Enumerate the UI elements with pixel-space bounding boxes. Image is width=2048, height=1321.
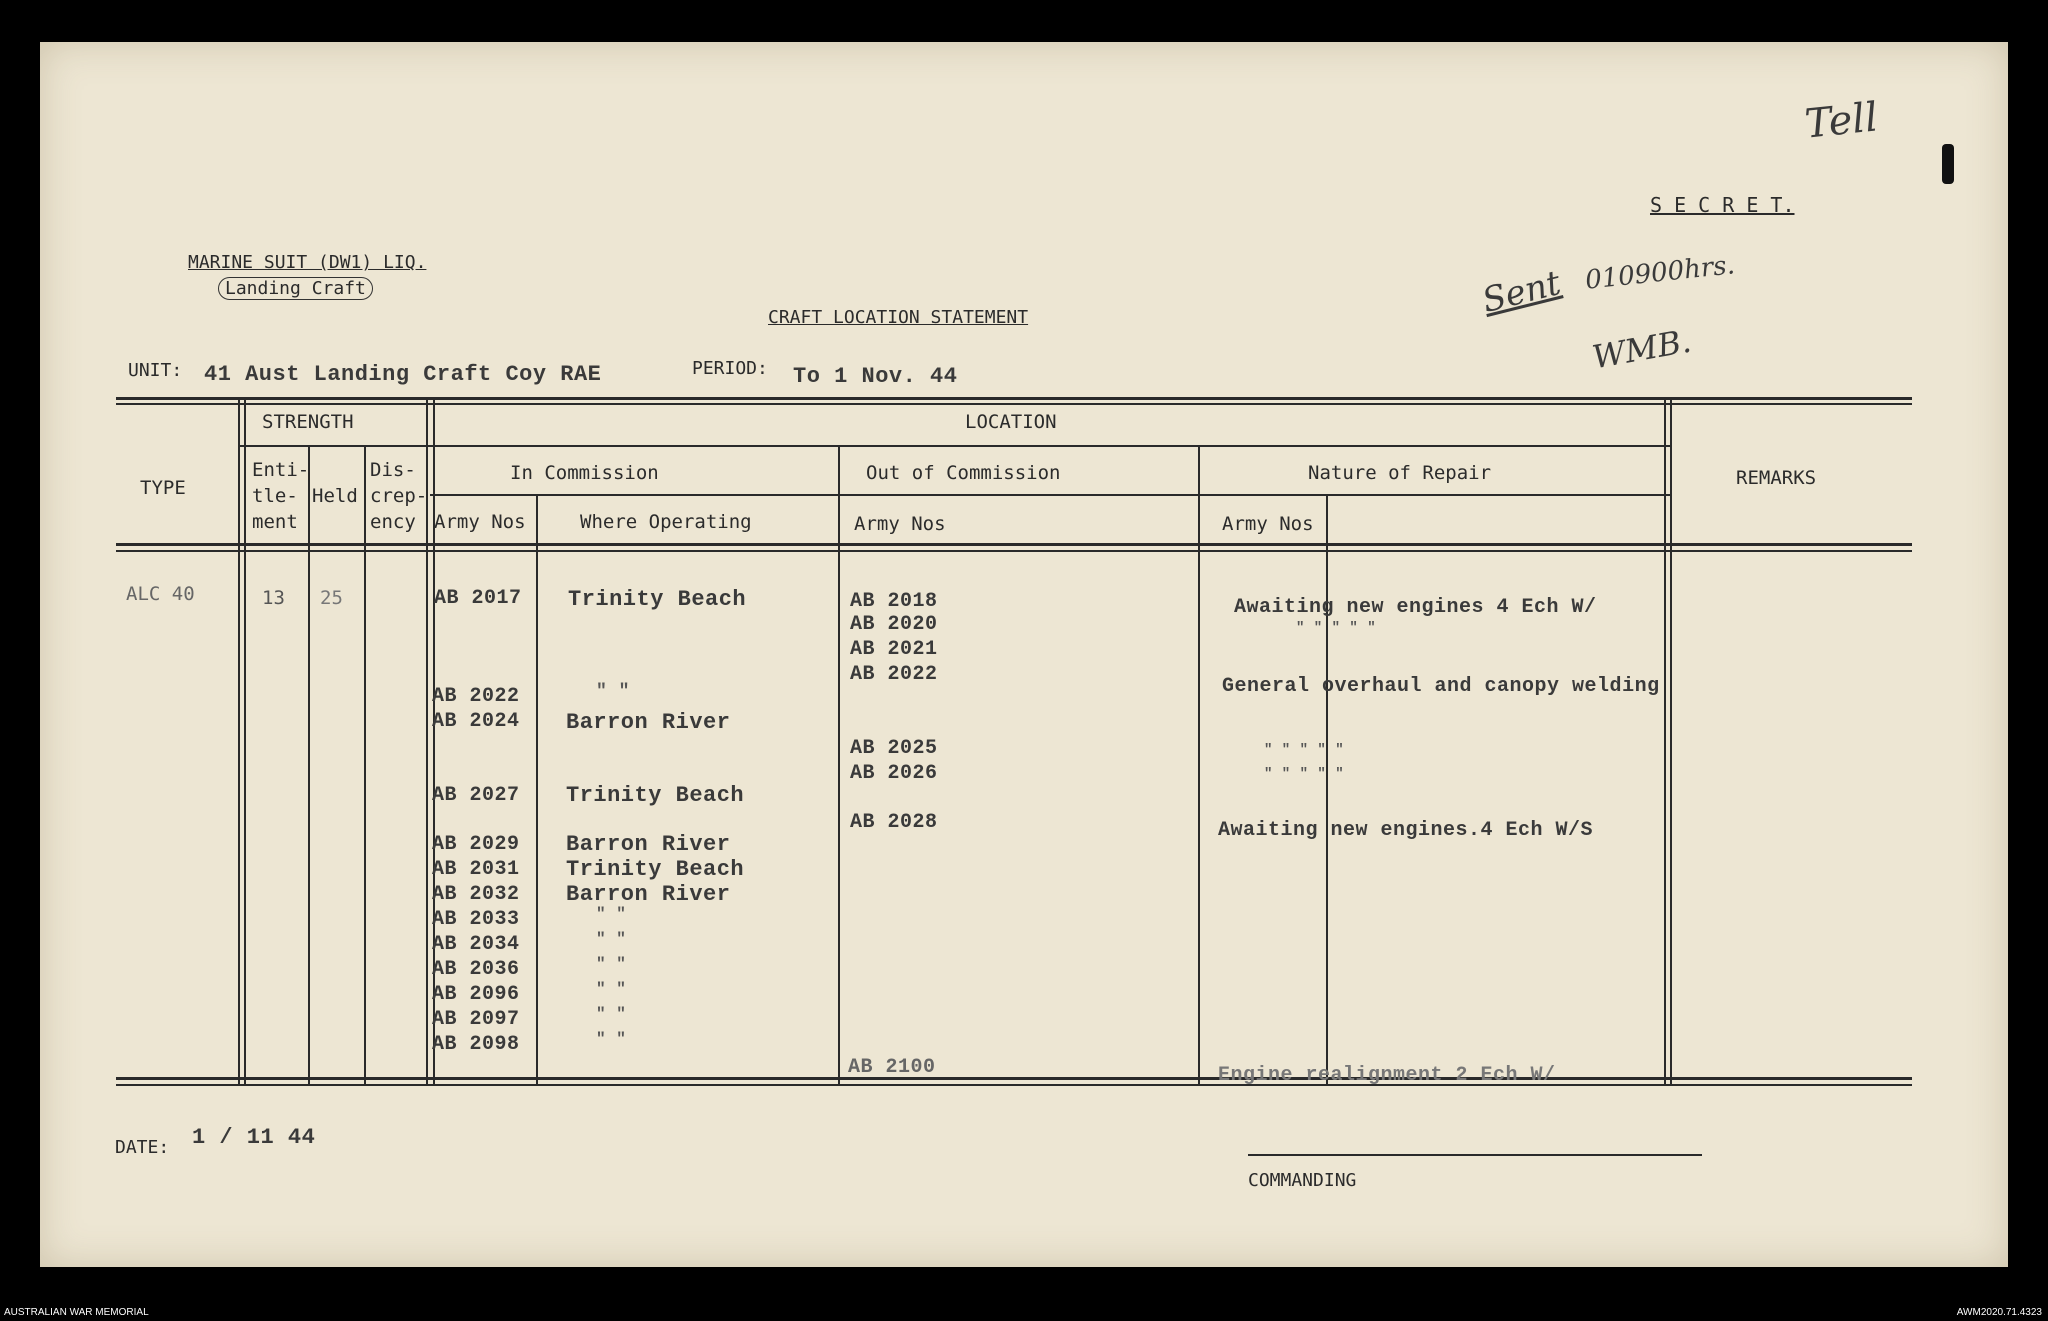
out-army-no-8: AB 2100: [848, 1056, 936, 1079]
location-remarks-divider: [1664, 400, 1666, 1084]
unit-block-line1: MARINE SUIT (DW1) LIQ.: [188, 252, 427, 273]
in-army-no-4: AB 2027: [432, 784, 520, 807]
header-held: Held: [312, 485, 358, 507]
in-army-no-7: AB 2032: [432, 883, 520, 906]
out-army-no-2: AB 2020: [850, 613, 938, 636]
handwritten-sent-word: Sent: [1478, 263, 1565, 321]
header-discrepancy-3: ency: [370, 511, 416, 533]
in-where-9: " ": [596, 930, 627, 948]
entry-entitlement: 13: [262, 587, 285, 609]
strength-location-rule: [238, 445, 1670, 447]
document-title: CRAFT LOCATION STATEMENT: [768, 307, 1029, 328]
in-where-12: " ": [596, 1005, 627, 1023]
type-strength-divider: [238, 400, 240, 1084]
armyno-where-divider: [536, 494, 538, 1084]
header-in-commission: In Commission: [510, 462, 659, 484]
out-army-no-7: AB 2028: [850, 811, 938, 834]
table-top-rule-2: [116, 403, 1912, 405]
handwritten-sent-time: 010900hrs.: [1583, 250, 1737, 296]
in-where-5: Barron River: [566, 832, 731, 857]
in-army-no-10: AB 2036: [432, 958, 520, 981]
handwritten-initials: WMB.: [1589, 321, 1694, 377]
strength-location-divider-2: [433, 400, 435, 1084]
in-where-11: " ": [596, 980, 627, 998]
header-out-army-nos: Army Nos: [854, 513, 946, 535]
header-location: LOCATION: [965, 411, 1057, 433]
archive-reference-right: AWM2020.71.4323: [1956, 1307, 2042, 1318]
header-entitlement-3: ment: [252, 511, 298, 533]
repair-note-1: Awaiting new engines 4 Ech W/: [1234, 596, 1597, 619]
repair-note-4: " " " " ": [1264, 742, 1345, 758]
out-repair-divider: [1198, 445, 1200, 1084]
in-where-8: " ": [596, 905, 627, 923]
unit-block-line2: Landing Craft: [218, 277, 373, 300]
in-where-13: " ": [596, 1030, 627, 1048]
in-army-no-11: AB 2096: [432, 983, 520, 1006]
repair-note-3: General overhaul and canopy welding: [1222, 675, 1660, 698]
out-army-no-3: AB 2021: [850, 638, 938, 661]
table-bottom-rule: [116, 1077, 1912, 1080]
header-out-of-commission: Out of Commission: [866, 462, 1061, 484]
out-army-no-1: AB 2018: [850, 590, 938, 613]
held-discrepancy-divider: [364, 445, 366, 1084]
in-army-no-9: AB 2034: [432, 933, 520, 956]
repair-note-2: " " " " ": [1296, 620, 1377, 636]
repair-note-5: " " " " ": [1264, 766, 1345, 782]
in-army-no-1: AB 2017: [434, 587, 522, 610]
entry-held: 25: [320, 587, 343, 609]
in-out-divider: [838, 445, 840, 1084]
table-top-rule: [116, 397, 1912, 400]
type-strength-divider-2: [244, 400, 246, 1084]
entitlement-held-divider: [308, 445, 310, 1084]
header-bottom-rule-2: [116, 550, 1912, 552]
in-where-6: Trinity Beach: [566, 857, 745, 882]
header-discrepancy-2: crep-: [370, 485, 428, 507]
subhead-rule: [430, 494, 1670, 496]
in-army-no-8: AB 2033: [432, 908, 520, 931]
in-where-4: Trinity Beach: [566, 783, 745, 808]
unit-label: UNIT:: [128, 360, 183, 381]
header-nature-of-repair: Nature of Repair: [1308, 462, 1492, 484]
header-strength: STRENGTH: [262, 411, 354, 433]
header-repair-army-nos: Army Nos: [1222, 513, 1314, 535]
in-army-no-6: AB 2031: [432, 858, 520, 881]
out-army-no-4: AB 2022: [850, 663, 938, 686]
repair-note-7: Engine realignment 2 Ech W/: [1218, 1064, 1556, 1087]
unit-value: 41 Aust Landing Craft Coy RAE: [204, 362, 602, 387]
in-where-2: " ": [596, 682, 630, 702]
commanding-label: COMMANDING: [1248, 1170, 1357, 1191]
header-type: TYPE: [140, 477, 186, 499]
header-bottom-rule: [116, 543, 1912, 546]
in-army-no-3: AB 2024: [432, 710, 520, 733]
signature-line: [1248, 1154, 1702, 1156]
handwritten-note-top-right: Tell: [1802, 94, 1881, 148]
repair-note-6: Awaiting new engines.4 Ech W/S: [1218, 819, 1594, 842]
in-army-no-13: AB 2098: [432, 1033, 520, 1056]
in-army-no-2: AB 2022: [432, 685, 520, 708]
header-in-army-nos: Army Nos: [434, 511, 526, 533]
out-army-no-6: AB 2026: [850, 762, 938, 785]
punch-mark: [1942, 144, 1954, 184]
header-remarks: REMARKS: [1736, 467, 1817, 489]
in-where-3: Barron River: [566, 710, 731, 735]
location-remarks-divider-2: [1670, 400, 1672, 1084]
header-entitlement-2: tle-: [252, 485, 298, 507]
table-bottom-rule-2: [116, 1084, 1912, 1086]
header-where-operating: Where Operating: [580, 511, 752, 533]
entry-type: ALC 40: [126, 583, 195, 605]
date-value: 1 / 11 44: [192, 1125, 316, 1150]
out-army-no-5: AB 2025: [850, 737, 938, 760]
period-value: To 1 Nov. 44: [793, 364, 958, 389]
header-entitlement-1: Enti-: [252, 459, 310, 481]
in-where-10: " ": [596, 955, 627, 973]
classification-label: S E C R E T.: [1650, 193, 1795, 217]
header-discrepancy-1: Dis-: [370, 459, 416, 481]
in-army-no-5: AB 2029: [432, 833, 520, 856]
repair-armyno-divider: [1326, 494, 1328, 1084]
in-where-7: Barron River: [566, 882, 731, 907]
in-army-no-12: AB 2097: [432, 1008, 520, 1031]
in-where-1: Trinity Beach: [568, 587, 747, 612]
date-label: DATE:: [115, 1137, 170, 1158]
period-label: PERIOD:: [692, 358, 768, 379]
archive-credit-left: AUSTRALIAN WAR MEMORIAL: [4, 1307, 149, 1318]
